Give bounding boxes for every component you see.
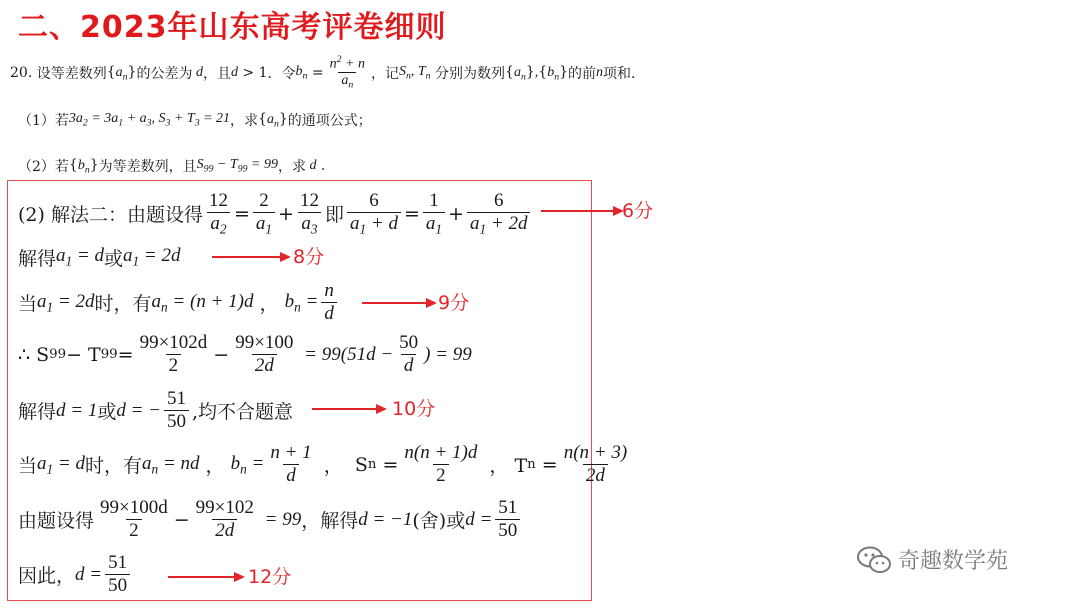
watermark-text: 奇趣数学苑 <box>898 549 1009 574</box>
score-label-12: 12分 <box>248 566 292 588</box>
solution-line-2: 解得 $a_1 = d$ 或 $a_1 = 2d$ <box>18 245 181 270</box>
score-label-10: 10分 <box>392 398 436 420</box>
score-arrow-3 <box>362 298 437 308</box>
score-arrow-5 <box>168 572 245 582</box>
solution-line-7: 由题设得 $\frac{99\times 100d}{2}$ − $\frac{99\times 102}{2d}$ = 99 ，解得 d = −1 (舍) 或 d = $\frac{51}{50}$ <box>18 497 523 543</box>
score-label-8: 8分 <box>293 246 325 268</box>
score-arrow-1 <box>541 206 624 216</box>
solution-line-8: 因此， d = $\frac{51}{50}$ <box>18 552 133 598</box>
solution-line-6: 当 $a_1 = d$ 时，有 $a_n$ = nd ， $b_n$ = $\frac{n + 1}{d}$ ， S n = $\frac{n(n + 1)d}{2}$ ， T n = $\frac{n(n + 3)}{2d}$ <box>18 442 628 486</box>
problem-part-1: （1）若 $3a_2 = 3a_1 + a_3$, $S_3 + T_3 = 21$ ，求 $\{a_n\}$ 的通项公式； <box>18 110 372 130</box>
score-label-9: 9分 <box>438 292 470 314</box>
wechat-icon <box>856 545 892 575</box>
solution-line-3: 当 $a_1 = 2d$ 时，有 $a_n = (n + 1)d$ ， $b_n$ = $\frac{n}{d}$ <box>18 280 340 326</box>
page-title: 二、2023年山东高考评卷细则 <box>18 10 447 45</box>
problem-stem: 20. 设等差数列 $\{a_n\}$ 的公差为 d ，且 d > 1 ．令 $b_n$ = $\frac{n^2 + n}{a_n}$ ，记 $S_n$, $T_n$ 分别为数列 $\{a_n\},\{b_n\}$ 的前 n 项和. <box>10 54 636 91</box>
score-arrow-4 <box>312 404 387 414</box>
score-arrow-2 <box>212 252 291 262</box>
score-label-6: 6分 <box>622 200 654 222</box>
solution-line-4: ∴ S 99 − T 99 = $\frac{99\times 102d}{2}$ − $\frac{99\times 100}{2d}$ = 99(51d − $\frac{50}{d}$ ) = 99 <box>18 332 472 376</box>
solution-line-1: (2) 解法二：由题设得 $\frac{12}{a_2}$ = $\frac{2}{a_1}$ + $\frac{12}{a_3}$ 即 $\frac{6}{a_1 + d}$ = $\frac{1}{a_1}$ + $\frac{6}{a_1 + 2d}$ <box>18 190 533 237</box>
solution-line-5: 解得 d = 1 或 d = − $\frac{51}{50}$ ,均不合题意 <box>18 388 294 432</box>
problem-part-2: （2）若 $\{b_n\}$ 为等差数列，且 $S_{99} - T_{99} = 99$ ，求 d . <box>18 156 326 176</box>
watermark <box>856 544 1008 575</box>
